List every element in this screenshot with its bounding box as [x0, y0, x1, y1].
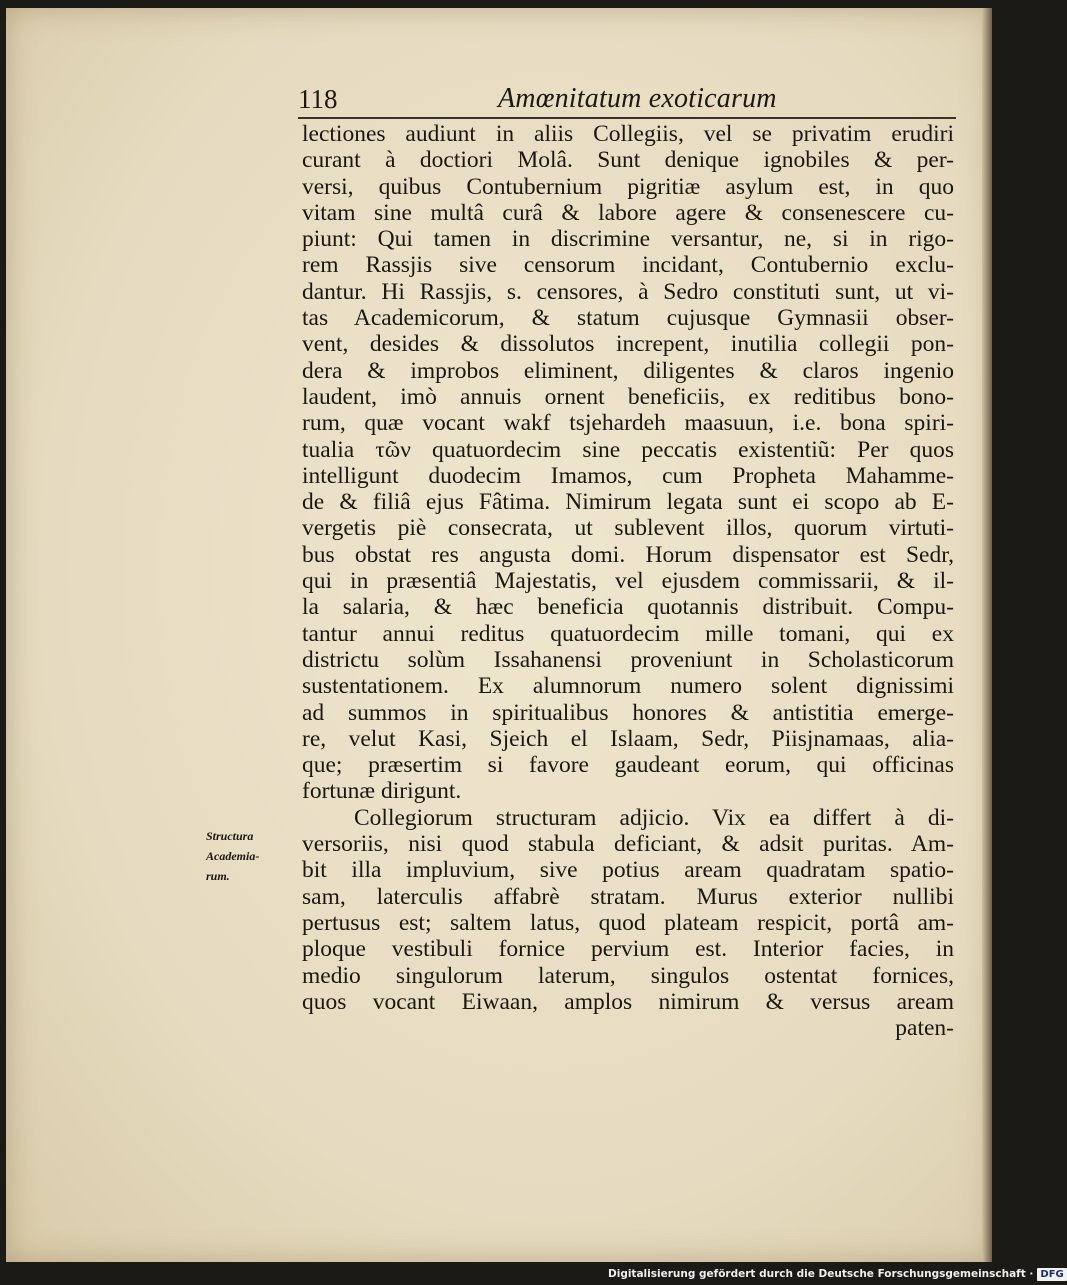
text-line: bus obstat res angusta domi. Horum dispensator est Sedr, — [302, 541, 954, 568]
body-text — [302, 121, 954, 1041]
text-line: laudent, imò annuis ornent beneficiis, ex reditibus bono- — [302, 383, 954, 410]
text-line: qui in præsentiâ Majestatis, vel ejusdem commissarii, & il- — [302, 568, 954, 595]
page-number: 118 — [298, 84, 338, 114]
text-line: ploque vestibuli fornice pervium est. Interior facies, in — [302, 936, 954, 963]
text-line: intelligunt duodecim Imamos, cum Propheta Mahamme- — [302, 462, 954, 489]
catchword: paten- — [895, 1015, 954, 1042]
text-line: Collegiorum structuram adjicio. Vix ea differt à di- — [354, 804, 954, 831]
digitization-credit — [608, 1268, 1067, 1282]
book-page — [6, 8, 992, 1262]
text-line: sam, laterculis affabrè stratam. Murus exterior nullibi — [302, 883, 954, 910]
text-line: lectiones audiunt in aliis Collegiis, vel se privatim erudiri — [302, 121, 954, 147]
text-line: vitam sine multâ curâ & labore agere & consenescere cu- — [302, 199, 954, 226]
text-line: pertusus est; saltem latus, quod plateam respicit, portâ am- — [302, 909, 954, 936]
text-line: tantur annui reditus quatuordecim mille tomani, qui ex — [302, 620, 954, 647]
marginal-note-line: Academia- — [206, 849, 260, 863]
text-line: tas Academicorum, & statum cujusque Gymnasii obser- — [302, 305, 954, 332]
text-line: dantur. Hi Rassjis, s. censores, à Sedro constituti sunt, ut vi- — [302, 278, 954, 305]
text-line: vergetis piè consecrata, ut sublevent illos, quorum virtuti- — [302, 515, 954, 542]
text-line: dera & improbos eliminent, diligentes & claros ingenio — [302, 357, 954, 384]
text-line: tualia τῶν quatuordecim sine peccatis existentiũ: Per quos — [302, 436, 954, 463]
marginal-note-line: Structura — [206, 829, 254, 843]
running-head: Amœnitatum exoticarum — [498, 83, 777, 114]
digitization-credit-text: Digitalisierung gefördert durch die Deutsche Forschungsgemeinschaft · — [608, 1268, 1034, 1280]
text-line: sustentationem. Ex alumnorum numero solent dignissimi — [302, 673, 954, 700]
text-line: la salaria, & hæc beneficia quotannis distribuit. Compu- — [302, 594, 954, 621]
marginal-note — [206, 826, 298, 886]
text-line: medio singulorum laterum, singulos ostentat fornices, — [302, 962, 954, 989]
page-header — [298, 78, 958, 118]
text-line: rum, quæ vocant wakf tsjehardeh maasuun, i.e. bona spiri- — [302, 410, 954, 437]
text-line: districtu solùm Issahanensi proveniunt in Scholasticorum — [302, 646, 954, 673]
header-rule — [298, 117, 956, 119]
text-line: versoriis, nisi quod stabula deficiant, & adsit puritas. Am- — [302, 831, 954, 858]
text-line: rem Rassjis sive censorum incidant, Contubernio exclu- — [302, 252, 954, 279]
text-line: fortunæ dirigunt. — [302, 778, 462, 805]
text-line: re, velut Kasi, Sjeich el Islaam, Sedr, Piisjnamaas, alia- — [302, 725, 954, 752]
text-line: que; præsertim si favore gaudeant eorum, qui officinas — [302, 752, 954, 779]
text-line: versi, quibus Contubernium pigritiæ asylum est, in quo — [302, 173, 954, 200]
text-line: quos vocant Eiwaan, amplos nimirum & versus aream — [302, 988, 954, 1015]
text-line: ad summos in spiritualibus honores & antistitia emerge- — [302, 699, 954, 726]
marginal-note-line: rum. — [206, 869, 230, 883]
text-line: vent, desides & dissolutos increpent, inutilia collegii pon- — [302, 331, 954, 358]
text-line: curant à doctiori Molâ. Sunt denique ignobiles & per- — [302, 147, 954, 174]
text-line: de & filiâ ejus Fâtima. Nimirum legata sunt ei scopo ab E- — [302, 489, 954, 516]
text-line: bit illa impluvium, sive potius aream quadratam spatio- — [302, 857, 954, 884]
dfg-logo: DFG — [1037, 1268, 1066, 1281]
page-edge-shadow — [982, 8, 992, 1262]
text-line: piunt: Qui tamen in discrimine versantur, ne, si in rigo- — [302, 226, 954, 253]
